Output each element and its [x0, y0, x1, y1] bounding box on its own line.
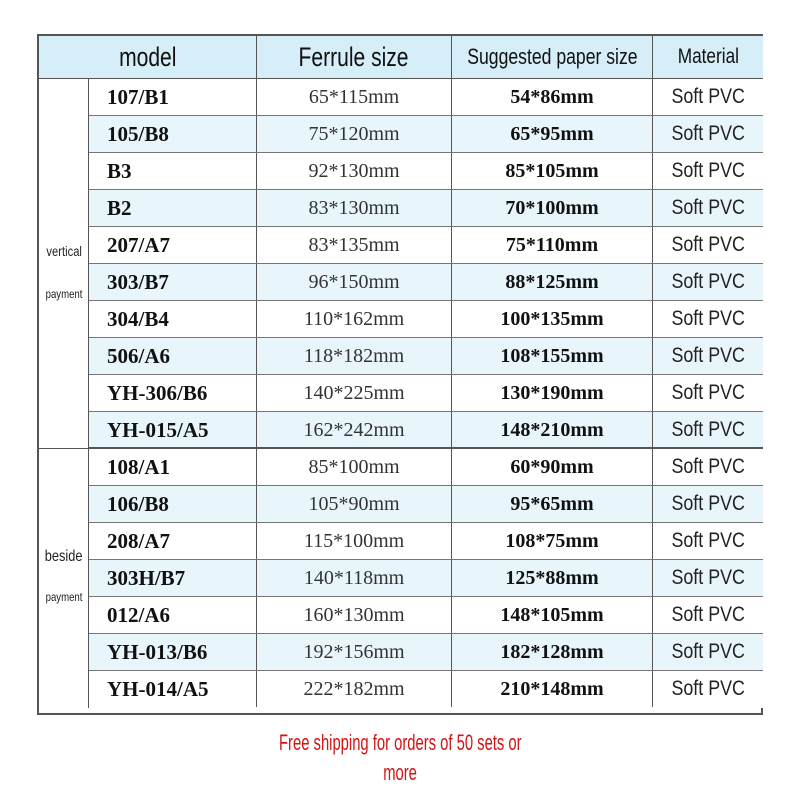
- table-row: [89, 153, 763, 190]
- table-row: [89, 523, 763, 560]
- table-row: [89, 227, 763, 264]
- cell-ferrule-size: 160*130mm: [257, 597, 452, 633]
- group-label-cell: [39, 449, 89, 708]
- table-row: [89, 412, 763, 449]
- table-row: [89, 634, 763, 671]
- group-label-line-1: beside: [45, 548, 83, 565]
- cell-paper-size: 70*100mm: [452, 190, 653, 226]
- table-row: [89, 375, 763, 412]
- cell-model: 207/A7: [89, 227, 257, 263]
- cell-material: Soft PVC: [671, 85, 745, 108]
- cell-material: Soft PVC: [671, 122, 745, 145]
- cell-model: 208/A7: [89, 523, 257, 559]
- cell-model: 108/A1: [89, 449, 257, 485]
- cell-material: Soft PVC: [671, 307, 745, 330]
- header-suggested-paper-size: Suggested paper size: [452, 36, 653, 79]
- cell-paper-size: 75*110mm: [452, 227, 653, 263]
- group-label-line-2: payment: [45, 287, 83, 301]
- cell-ferrule-size: 83*130mm: [257, 190, 452, 226]
- cell-model: B3: [89, 153, 257, 189]
- cell-ferrule-size: 96*150mm: [257, 264, 452, 300]
- table-row: [89, 116, 763, 153]
- cell-model: 107/B1: [89, 79, 257, 115]
- cell-model: 105/B8: [89, 116, 257, 152]
- header-material: Material: [653, 36, 763, 79]
- table-row: [89, 338, 763, 375]
- cell-paper-size: 85*105mm: [452, 153, 653, 189]
- group-label-line-1: vertical: [46, 243, 82, 259]
- cell-ferrule-size: 75*120mm: [257, 116, 452, 152]
- header-ferrule-size: Ferrule size: [257, 36, 452, 79]
- table-row: [89, 190, 763, 227]
- cell-paper-size: 108*155mm: [452, 338, 653, 374]
- cell-model: YH-306/B6: [89, 375, 257, 411]
- cell-model: 012/A6: [89, 597, 257, 633]
- header-model: model: [39, 36, 257, 79]
- cell-material: Soft PVC: [671, 492, 745, 515]
- cell-material: Soft PVC: [671, 677, 745, 700]
- cell-material: Soft PVC: [671, 529, 745, 552]
- cell-material: Soft PVC: [671, 344, 745, 367]
- cell-ferrule-size: 222*182mm: [257, 671, 452, 707]
- cell-ferrule-size: 118*182mm: [257, 338, 452, 374]
- cell-ferrule-size: 162*242mm: [257, 412, 452, 448]
- cell-material: Soft PVC: [671, 418, 745, 441]
- cell-material: Soft PVC: [671, 233, 745, 256]
- cell-ferrule-size: 85*100mm: [257, 449, 452, 485]
- cell-paper-size: 148*105mm: [452, 597, 653, 633]
- cell-paper-size: 54*86mm: [452, 79, 653, 115]
- cell-paper-size: 60*90mm: [452, 449, 653, 485]
- cell-model: 303/B7: [89, 264, 257, 300]
- table-row: [89, 560, 763, 597]
- cell-paper-size: 88*125mm: [452, 264, 653, 300]
- table-row: [89, 449, 763, 486]
- cell-paper-size: 130*190mm: [452, 375, 653, 411]
- cell-model: YH-015/A5: [89, 412, 257, 448]
- cell-model: YH-014/A5: [89, 671, 257, 707]
- table-row: [89, 301, 763, 338]
- cell-ferrule-size: 65*115mm: [257, 79, 452, 115]
- cell-paper-size: 95*65mm: [452, 486, 653, 522]
- cell-material: Soft PVC: [671, 270, 745, 293]
- cell-ferrule-size: 83*135mm: [257, 227, 452, 263]
- cell-model: 506/A6: [89, 338, 257, 374]
- cell-model: 303H/B7: [89, 560, 257, 596]
- cell-ferrule-size: 192*156mm: [257, 634, 452, 670]
- shipping-note: [0, 728, 800, 788]
- cell-model: YH-013/B6: [89, 634, 257, 670]
- cell-model: B2: [89, 190, 257, 226]
- cell-material: Soft PVC: [671, 455, 745, 478]
- table-row: [89, 486, 763, 523]
- cell-paper-size: 210*148mm: [452, 671, 653, 707]
- cell-model: 106/B8: [89, 486, 257, 522]
- table-row: [89, 79, 763, 116]
- shipping-note-line-2: more: [383, 760, 417, 785]
- cell-paper-size: 148*210mm: [452, 412, 653, 448]
- cell-ferrule-size: 105*90mm: [257, 486, 452, 522]
- cell-ferrule-size: 140*118mm: [257, 560, 452, 596]
- size-table: [37, 34, 763, 715]
- cell-material: Soft PVC: [671, 381, 745, 404]
- cell-ferrule-size: 110*162mm: [257, 301, 452, 337]
- cell-paper-size: 125*88mm: [452, 560, 653, 596]
- cell-ferrule-size: 140*225mm: [257, 375, 452, 411]
- cell-paper-size: 65*95mm: [452, 116, 653, 152]
- table-row: [89, 597, 763, 634]
- cell-paper-size: 108*75mm: [452, 523, 653, 559]
- shipping-note-line-1: Free shipping for orders of 50 sets or: [278, 730, 522, 755]
- cell-model: 304/B4: [89, 301, 257, 337]
- cell-material: Soft PVC: [671, 603, 745, 626]
- cell-paper-size: 182*128mm: [452, 634, 653, 670]
- table-row: [89, 264, 763, 301]
- cell-paper-size: 100*135mm: [452, 301, 653, 337]
- cell-material: Soft PVC: [671, 196, 745, 219]
- group-label-line-2: payment: [45, 590, 83, 604]
- cell-ferrule-size: 92*130mm: [257, 153, 452, 189]
- cell-material: Soft PVC: [671, 640, 745, 663]
- cell-material: Soft PVC: [671, 566, 745, 589]
- cell-material: Soft PVC: [671, 159, 745, 182]
- table-row: [89, 671, 763, 708]
- cell-ferrule-size: 115*100mm: [257, 523, 452, 559]
- group-label-cell: [39, 79, 89, 449]
